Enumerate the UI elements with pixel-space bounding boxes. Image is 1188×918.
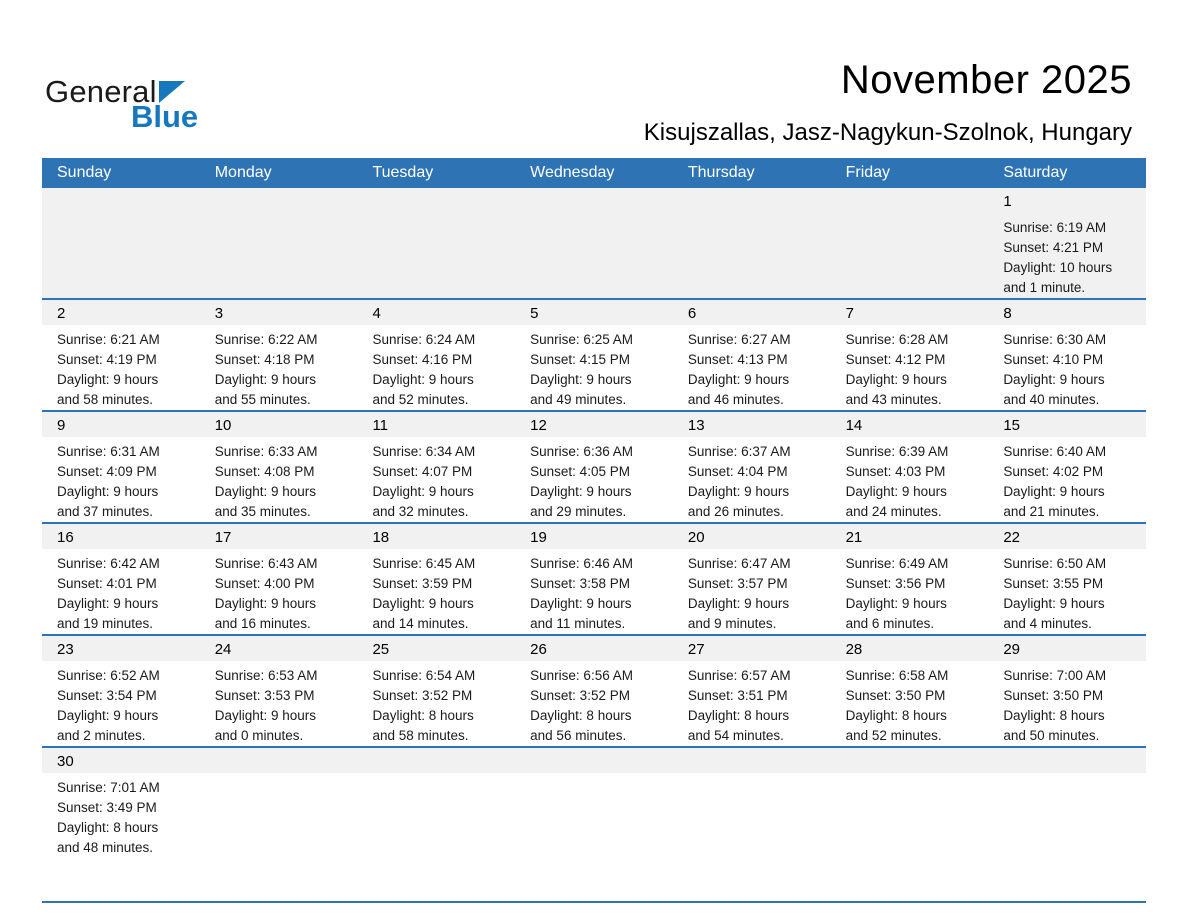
daylight-text: Daylight: 10 hours xyxy=(1003,260,1113,275)
day-number: 10 xyxy=(214,417,232,434)
day-cell-17 xyxy=(200,524,358,634)
day-details xyxy=(200,549,358,634)
sunrise-text: Sunrise: 6:49 AM xyxy=(845,556,949,571)
sunset-text: Sunset: 4:21 PM xyxy=(1003,240,1104,255)
week-row-1 xyxy=(42,188,1146,298)
daylight-text: Daylight: 9 hours xyxy=(214,596,317,611)
sunset-text: Sunset: 3:50 PM xyxy=(845,688,946,703)
day-details xyxy=(831,325,989,410)
daylight-text: Daylight: 9 hours xyxy=(1003,596,1105,611)
day-details xyxy=(831,549,989,634)
daylight-text-continued: and 40 minutes. xyxy=(1003,392,1100,407)
day-cell-26 xyxy=(515,636,673,746)
sunset-text: Sunset: 3:49 PM xyxy=(57,800,157,815)
daylight-text: Daylight: 9 hours xyxy=(57,596,159,611)
sunset-text: Sunset: 4:18 PM xyxy=(214,352,315,367)
sunset-text: Sunset: 3:56 PM xyxy=(845,576,946,591)
daylight-text: Daylight: 8 hours xyxy=(1003,708,1105,723)
day-cell-18 xyxy=(357,524,515,634)
day-cell-empty xyxy=(200,188,358,298)
week-row-6 xyxy=(42,746,1146,903)
sunset-text: Sunset: 3:55 PM xyxy=(1003,576,1104,591)
day-number: 15 xyxy=(1003,417,1020,434)
day-number: 2 xyxy=(57,305,66,322)
sunrise-text: Sunrise: 6:40 AM xyxy=(1003,444,1107,459)
sunset-text: Sunset: 3:50 PM xyxy=(1003,688,1104,703)
daylight-text: Daylight: 9 hours xyxy=(530,596,632,611)
day-cell-2 xyxy=(42,300,200,410)
sunrise-text: Sunrise: 6:21 AM xyxy=(57,332,160,347)
day-cell-3 xyxy=(200,300,358,410)
day-cell-empty xyxy=(200,748,358,901)
day-cell-empty xyxy=(42,188,200,298)
sunset-text: Sunset: 3:58 PM xyxy=(530,576,630,591)
sunrise-text: Sunrise: 6:36 AM xyxy=(530,444,633,459)
day-number: 26 xyxy=(530,641,547,658)
week-row-2 xyxy=(42,298,1146,410)
daylight-text-continued: and 24 minutes. xyxy=(845,504,942,519)
sunrise-text: Sunrise: 6:56 AM xyxy=(530,668,633,683)
day-number: 5 xyxy=(530,305,539,322)
daylight-text-continued: and 29 minutes. xyxy=(530,504,627,519)
day-cell-empty xyxy=(831,748,989,901)
daylight-text-continued: and 48 minutes. xyxy=(57,840,154,855)
daylight-text-continued: and 56 minutes. xyxy=(530,728,627,743)
day-details xyxy=(673,437,831,522)
day-details xyxy=(515,325,673,410)
week-row-5 xyxy=(42,634,1146,746)
sunrise-text: Sunrise: 6:24 AM xyxy=(372,332,476,347)
logo-text-general: General xyxy=(45,74,157,109)
general-blue-logo xyxy=(45,76,198,132)
day-details xyxy=(988,213,1146,298)
day-cell-24 xyxy=(200,636,358,746)
day-details xyxy=(831,661,989,746)
day-cell-14 xyxy=(831,412,989,522)
daylight-text: Daylight: 9 hours xyxy=(1003,372,1105,387)
day-cell-empty xyxy=(357,748,515,901)
sunset-text: Sunset: 4:00 PM xyxy=(214,576,315,591)
sunrise-text: Sunrise: 6:52 AM xyxy=(57,668,160,683)
sunrise-text: Sunrise: 6:50 AM xyxy=(1003,556,1107,571)
daylight-text: Daylight: 9 hours xyxy=(372,372,474,387)
sunset-text: Sunset: 4:15 PM xyxy=(530,352,630,367)
day-cell-28 xyxy=(831,636,989,746)
sunset-text: Sunset: 3:52 PM xyxy=(372,688,473,703)
daylight-text: Daylight: 8 hours xyxy=(57,820,159,835)
day-details xyxy=(200,325,358,410)
day-details xyxy=(988,661,1146,746)
sunset-text: Sunset: 4:19 PM xyxy=(57,352,157,367)
day-cell-empty xyxy=(831,188,989,298)
sunset-text: Sunset: 3:59 PM xyxy=(372,576,473,591)
day-number: 23 xyxy=(57,641,74,658)
day-number: 20 xyxy=(687,529,705,546)
sunset-text: Sunset: 3:51 PM xyxy=(687,688,788,703)
day-number: 11 xyxy=(372,417,389,434)
daylight-text: Daylight: 9 hours xyxy=(687,596,790,611)
day-details xyxy=(988,549,1146,634)
day-number: 18 xyxy=(372,529,390,546)
daylight-text-continued: and 35 minutes. xyxy=(214,504,311,519)
day-number: 25 xyxy=(372,641,390,658)
daylight-text-continued: and 52 minutes. xyxy=(372,392,469,407)
sunrise-text: Sunrise: 6:25 AM xyxy=(530,332,633,347)
sunset-text: Sunset: 3:52 PM xyxy=(530,688,630,703)
day-cell-16 xyxy=(42,524,200,634)
day-details xyxy=(200,437,358,522)
daylight-text: Daylight: 9 hours xyxy=(214,708,317,723)
daylight-text: Daylight: 8 hours xyxy=(687,708,790,723)
sunset-text: Sunset: 4:12 PM xyxy=(845,352,946,367)
day-cell-7 xyxy=(831,300,989,410)
weekday-header-row xyxy=(42,158,1146,188)
day-details xyxy=(42,325,200,410)
sunrise-text: Sunrise: 7:00 AM xyxy=(1003,668,1107,683)
day-number: 4 xyxy=(372,305,381,322)
day-number: 27 xyxy=(687,641,705,658)
day-cell-12 xyxy=(515,412,673,522)
daylight-text-continued: and 6 minutes. xyxy=(845,616,935,631)
day-details xyxy=(42,661,200,746)
day-cell-30 xyxy=(42,748,200,901)
weekday-friday: Friday xyxy=(845,164,891,181)
daylight-text: Daylight: 8 hours xyxy=(845,708,947,723)
day-details xyxy=(42,437,200,522)
sunset-text: Sunset: 4:02 PM xyxy=(1003,464,1104,479)
day-details xyxy=(515,661,673,746)
daylight-text-continued: and 58 minutes. xyxy=(57,392,154,407)
day-number: 14 xyxy=(845,417,863,434)
daylight-text: Daylight: 9 hours xyxy=(1003,484,1105,499)
sunrise-text: Sunrise: 6:19 AM xyxy=(1003,220,1107,235)
sunrise-text: Sunrise: 6:30 AM xyxy=(1003,332,1107,347)
sunset-text: Sunset: 4:01 PM xyxy=(57,576,157,591)
sunrise-text: Sunrise: 6:37 AM xyxy=(687,444,791,459)
sunrise-text: Sunrise: 6:22 AM xyxy=(214,332,318,347)
weekday-saturday: Saturday xyxy=(1003,164,1068,181)
page-title: November 2025 xyxy=(840,58,1132,102)
day-number: 1 xyxy=(1003,193,1012,210)
day-cell-empty xyxy=(673,188,831,298)
day-number: 19 xyxy=(530,529,547,546)
day-cell-10 xyxy=(200,412,358,522)
daylight-text: Daylight: 9 hours xyxy=(214,372,317,387)
daylight-text-continued: and 55 minutes. xyxy=(214,392,311,407)
daylight-text: Daylight: 9 hours xyxy=(687,484,790,499)
day-details xyxy=(42,549,200,634)
daylight-text-continued: and 32 minutes. xyxy=(372,504,469,519)
day-cell-9 xyxy=(42,412,200,522)
weekday-thursday: Thursday xyxy=(687,164,755,181)
day-cell-6 xyxy=(673,300,831,410)
day-number: 22 xyxy=(1003,529,1020,546)
daylight-text: Daylight: 9 hours xyxy=(57,484,159,499)
daylight-text-continued: and 14 minutes. xyxy=(372,616,469,631)
daylight-text: Daylight: 9 hours xyxy=(845,372,947,387)
day-cell-4 xyxy=(357,300,515,410)
sunset-text: Sunset: 4:03 PM xyxy=(845,464,946,479)
day-cell-15 xyxy=(988,412,1146,522)
sunrise-text: Sunrise: 6:33 AM xyxy=(214,444,318,459)
day-cell-empty xyxy=(515,188,673,298)
sunrise-text: Sunrise: 6:46 AM xyxy=(530,556,633,571)
sunrise-text: Sunrise: 6:31 AM xyxy=(57,444,160,459)
day-cell-8 xyxy=(988,300,1146,410)
day-cell-empty xyxy=(988,748,1146,901)
daylight-text: Daylight: 8 hours xyxy=(372,708,474,723)
day-details xyxy=(673,325,831,410)
day-details xyxy=(357,549,515,634)
day-details xyxy=(673,549,831,634)
daylight-text: Daylight: 9 hours xyxy=(845,596,947,611)
sunset-text: Sunset: 4:04 PM xyxy=(687,464,788,479)
sunset-text: Sunset: 4:07 PM xyxy=(372,464,473,479)
sunrise-text: Sunrise: 6:54 AM xyxy=(372,668,476,683)
sunset-text: Sunset: 4:09 PM xyxy=(57,464,157,479)
sunrise-text: Sunrise: 6:28 AM xyxy=(845,332,949,347)
sunrise-text: Sunrise: 6:47 AM xyxy=(687,556,791,571)
daylight-text-continued: and 4 minutes. xyxy=(1003,616,1092,631)
day-number: 9 xyxy=(57,417,66,434)
daylight-text-continued: and 50 minutes. xyxy=(1003,728,1100,743)
day-number: 30 xyxy=(57,753,74,770)
day-details xyxy=(357,325,515,410)
daylight-text-continued: and 2 minutes. xyxy=(57,728,146,743)
weekday-monday: Monday xyxy=(214,164,272,181)
daylight-text-continued: and 37 minutes. xyxy=(57,504,154,519)
daylight-text-continued: and 16 minutes. xyxy=(214,616,311,631)
daylight-text-continued: and 52 minutes. xyxy=(845,728,942,743)
day-cell-13 xyxy=(673,412,831,522)
daylight-text: Daylight: 9 hours xyxy=(57,708,159,723)
daylight-text: Daylight: 9 hours xyxy=(57,372,159,387)
sunset-text: Sunset: 3:54 PM xyxy=(57,688,157,703)
sunset-text: Sunset: 4:10 PM xyxy=(1003,352,1104,367)
daylight-text-continued: and 58 minutes. xyxy=(372,728,469,743)
logo-text-blue: Blue xyxy=(131,99,199,134)
day-cell-27 xyxy=(673,636,831,746)
title-block xyxy=(644,58,1132,147)
day-cell-5 xyxy=(515,300,673,410)
daylight-text-continued: and 46 minutes. xyxy=(687,392,784,407)
weekday-tuesday: Tuesday xyxy=(372,164,434,181)
sunset-text: Sunset: 4:08 PM xyxy=(214,464,315,479)
day-cell-empty xyxy=(515,748,673,901)
sunrise-text: Sunrise: 7:01 AM xyxy=(57,780,160,795)
daylight-text: Daylight: 9 hours xyxy=(214,484,317,499)
sunset-text: Sunset: 4:16 PM xyxy=(372,352,473,367)
week-row-4 xyxy=(42,522,1146,634)
day-number: 29 xyxy=(1003,641,1020,658)
daylight-text: Daylight: 8 hours xyxy=(530,708,632,723)
daylight-text: Daylight: 9 hours xyxy=(372,484,474,499)
day-number: 13 xyxy=(687,417,705,434)
daylight-text: Daylight: 9 hours xyxy=(687,372,790,387)
daylight-text-continued: and 9 minutes. xyxy=(687,616,777,631)
day-number: 16 xyxy=(57,529,74,546)
day-details xyxy=(515,549,673,634)
day-details xyxy=(42,773,200,858)
day-cell-empty xyxy=(357,188,515,298)
day-details xyxy=(988,325,1146,410)
day-details xyxy=(515,437,673,522)
page-subtitle: Kisujszallas, Jasz-Nagykun-Szolnok, Hungary xyxy=(643,119,1132,146)
daylight-text-continued: and 21 minutes. xyxy=(1003,504,1100,519)
sunrise-text: Sunrise: 6:42 AM xyxy=(57,556,160,571)
day-cell-20 xyxy=(673,524,831,634)
sunrise-text: Sunrise: 6:45 AM xyxy=(372,556,476,571)
day-number: 3 xyxy=(214,305,224,322)
daylight-text: Daylight: 9 hours xyxy=(845,484,947,499)
daylight-text-continued: and 19 minutes. xyxy=(57,616,154,631)
daylight-text-continued: and 1 minute. xyxy=(1003,280,1086,295)
day-details xyxy=(673,661,831,746)
daylight-text: Daylight: 9 hours xyxy=(372,596,474,611)
calendar xyxy=(42,158,1146,903)
sunrise-text: Sunrise: 6:57 AM xyxy=(687,668,791,683)
daylight-text-continued: and 43 minutes. xyxy=(845,392,942,407)
calendar-body xyxy=(42,188,1146,903)
day-number: 8 xyxy=(1003,305,1012,322)
day-number: 12 xyxy=(530,417,547,434)
day-details xyxy=(831,437,989,522)
sunrise-text: Sunrise: 6:27 AM xyxy=(687,332,791,347)
daylight-text: Daylight: 9 hours xyxy=(530,372,632,387)
day-cell-21 xyxy=(831,524,989,634)
daylight-text-continued: and 11 minutes. xyxy=(530,616,626,631)
day-number: 7 xyxy=(845,305,854,322)
day-cell-25 xyxy=(357,636,515,746)
daylight-text-continued: and 49 minutes. xyxy=(530,392,627,407)
day-details xyxy=(357,661,515,746)
day-number: 24 xyxy=(214,641,232,658)
day-number: 28 xyxy=(845,641,863,658)
day-cell-23 xyxy=(42,636,200,746)
weekday-wednesday: Wednesday xyxy=(530,164,615,181)
daylight-text: Daylight: 9 hours xyxy=(530,484,632,499)
day-cell-29 xyxy=(988,636,1146,746)
day-number: 21 xyxy=(845,529,863,546)
weekday-sunday: Sunday xyxy=(57,164,112,181)
day-details xyxy=(988,437,1146,522)
sunset-text: Sunset: 4:13 PM xyxy=(687,352,788,367)
sunset-text: Sunset: 3:57 PM xyxy=(687,576,788,591)
day-details xyxy=(200,661,358,746)
day-cell-19 xyxy=(515,524,673,634)
sunrise-text: Sunrise: 6:34 AM xyxy=(372,444,476,459)
daylight-text-continued: and 54 minutes. xyxy=(687,728,784,743)
week-row-3 xyxy=(42,410,1146,522)
day-cell-11 xyxy=(357,412,515,522)
day-details xyxy=(357,437,515,522)
sunrise-text: Sunrise: 6:39 AM xyxy=(845,444,949,459)
sunrise-text: Sunrise: 6:43 AM xyxy=(214,556,318,571)
day-number: 17 xyxy=(214,529,232,546)
day-cell-22 xyxy=(988,524,1146,634)
daylight-text-continued: and 26 minutes. xyxy=(687,504,784,519)
day-number: 6 xyxy=(687,305,697,322)
daylight-text-continued: and 0 minutes. xyxy=(214,728,304,743)
page-header xyxy=(42,0,1146,158)
day-cell-1 xyxy=(988,188,1146,298)
sunset-text: Sunset: 4:05 PM xyxy=(530,464,630,479)
sunrise-text: Sunrise: 6:53 AM xyxy=(214,668,318,683)
sunset-text: Sunset: 3:53 PM xyxy=(214,688,315,703)
day-cell-empty xyxy=(673,748,831,901)
sunrise-text: Sunrise: 6:58 AM xyxy=(845,668,949,683)
